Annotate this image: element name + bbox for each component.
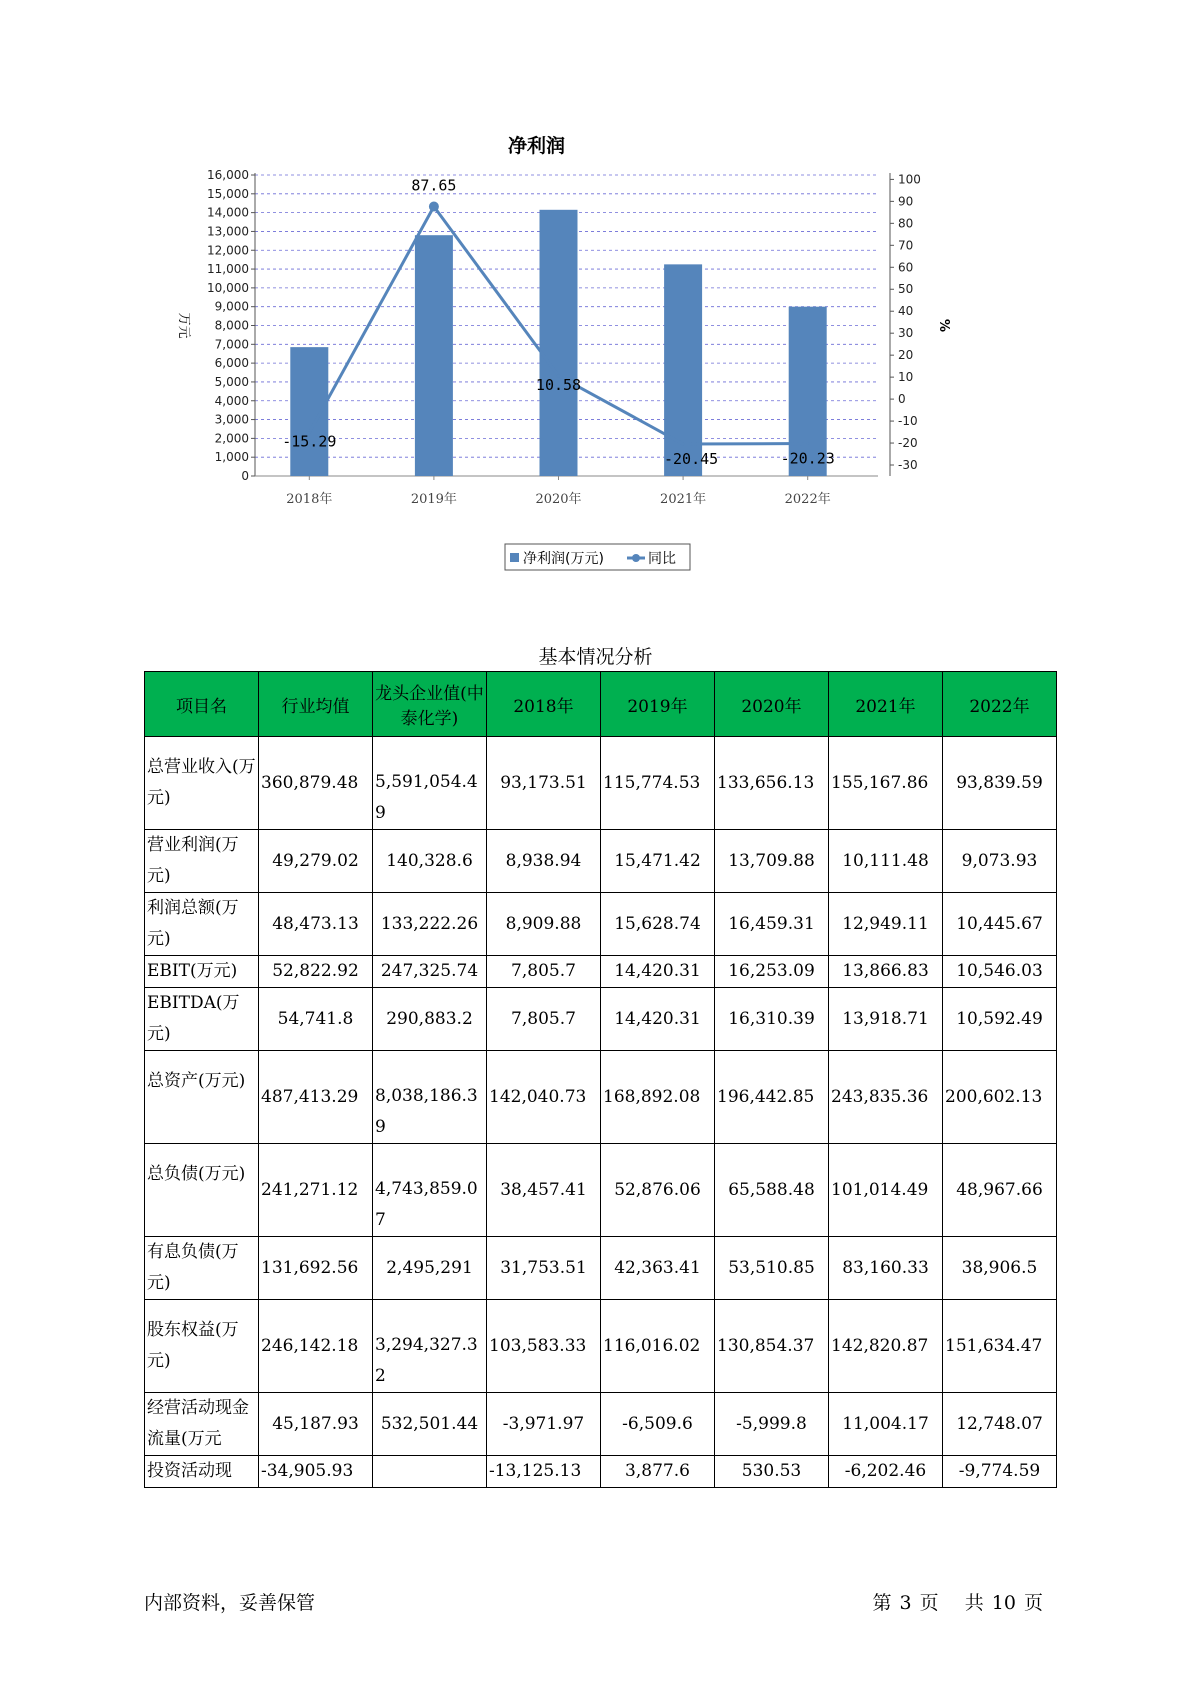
- row-label: 投资活动现: [145, 1456, 259, 1488]
- bar-3: [540, 210, 578, 476]
- table-row: [145, 830, 1057, 893]
- table-cell: 8,038,186.39: [373, 1051, 487, 1144]
- y2-tick-label: 80: [898, 216, 914, 231]
- table-cell: 45,187.93: [259, 1393, 373, 1456]
- bar-2: [415, 235, 453, 476]
- y2-tick-label: 70: [898, 238, 914, 253]
- table-cell: 133,656.13: [715, 737, 829, 830]
- y-tick-label: 4,000: [214, 393, 249, 408]
- table-cell: -9,774.59: [943, 1456, 1057, 1488]
- y-axis-label: 万元: [176, 312, 191, 339]
- y-tick-label: 3,000: [214, 412, 249, 427]
- table-cell: 131,692.56: [259, 1237, 373, 1300]
- table-row: [145, 956, 1057, 988]
- x-tick-label: 2019年: [410, 492, 457, 507]
- table-row: [145, 1237, 1057, 1300]
- table-row: [145, 988, 1057, 1051]
- y2-tick-label: 20: [898, 348, 914, 363]
- y-tick-label: 11,000: [207, 262, 249, 277]
- y-tick-label: 2,000: [214, 431, 249, 446]
- table-cell: 142,040.73: [487, 1051, 601, 1144]
- row-label: EBIT(万元): [145, 956, 259, 988]
- net-profit-chart: [170, 130, 1030, 590]
- header-2018: 2018年: [487, 672, 601, 737]
- header-2019: 2019年: [601, 672, 715, 737]
- y2-tick-label: 100: [898, 172, 921, 187]
- y2-tick-label: 40: [898, 304, 914, 319]
- table-cell: 151,634.47: [943, 1300, 1057, 1393]
- table-cell: 155,167.86: [829, 737, 943, 830]
- row-label: 有息负债(万元): [145, 1237, 259, 1300]
- y-tick-label: 5,000: [214, 374, 249, 389]
- table-cell: 14,420.31: [601, 956, 715, 988]
- table-cell: 246,142.18: [259, 1300, 373, 1393]
- table-cell: 13,918.71: [829, 988, 943, 1051]
- y2-tick-label: 90: [898, 194, 914, 209]
- table-cell: 10,111.48: [829, 830, 943, 893]
- table-cell: 247,325.74: [373, 956, 487, 988]
- table-cell: 196,442.85: [715, 1051, 829, 1144]
- table-cell: 4,743,859.07: [373, 1144, 487, 1237]
- table-cell: 49,279.02: [259, 830, 373, 893]
- yoy-data-label: -20.23: [780, 449, 835, 468]
- footer-page-indicator: [869, 1588, 1047, 1615]
- table-cell: 10,546.03: [943, 956, 1057, 988]
- table-cell: 93,839.59: [943, 737, 1057, 830]
- chart-svg: [170, 130, 1030, 590]
- table-cell: 13,866.83: [829, 956, 943, 988]
- x-tick-label: 2020年: [535, 492, 582, 507]
- y-tick-label: 0: [241, 469, 249, 483]
- x-tick-label: 2021年: [660, 492, 707, 507]
- y2-tick-label: 10: [898, 370, 914, 385]
- legend-line-label: 同比: [648, 551, 676, 567]
- y2-tick-label: 50: [898, 282, 914, 297]
- y-tick-label: 12,000: [207, 243, 249, 258]
- table-cell: 53,510.85: [715, 1237, 829, 1300]
- row-label: 总负债(万元): [145, 1144, 259, 1237]
- table-row: [145, 1300, 1057, 1393]
- table-cell: 38,457.41: [487, 1144, 601, 1237]
- table-cell: 130,854.37: [715, 1300, 829, 1393]
- table-cell: 31,753.51: [487, 1237, 601, 1300]
- table-cell: 16,310.39: [715, 988, 829, 1051]
- table-header-row: [145, 672, 1057, 737]
- row-label: 营业利润(万元): [145, 830, 259, 893]
- y-tick-label: 13,000: [207, 224, 249, 239]
- y-tick-label: 14,000: [207, 205, 249, 220]
- table-cell: 38,906.5: [943, 1237, 1057, 1300]
- x-tick-label: 2018年: [286, 492, 333, 507]
- table-cell: 54,741.8: [259, 988, 373, 1051]
- table-cell: 241,271.12: [259, 1144, 373, 1237]
- table-cell: 115,774.53: [601, 737, 715, 830]
- table-cell: 168,892.08: [601, 1051, 715, 1144]
- table-cell: 93,173.51: [487, 737, 601, 830]
- y2-tick-label: 30: [898, 326, 914, 341]
- header-2020: 2020年: [715, 672, 829, 737]
- y-tick-label: 6,000: [214, 356, 249, 371]
- table-cell: 7,805.7: [487, 956, 601, 988]
- table-cell: 42,363.41: [601, 1237, 715, 1300]
- x-tick-label: 2022年: [784, 492, 831, 507]
- table-cell: 243,835.36: [829, 1051, 943, 1144]
- y-tick-label: 8,000: [214, 318, 249, 333]
- chart-title: 净利润: [507, 135, 566, 157]
- page-suffix: 页: [919, 1592, 939, 1614]
- table-cell: 360,879.48: [259, 737, 373, 830]
- yoy-point: [429, 202, 439, 212]
- table-cell: 10,592.49: [943, 988, 1057, 1051]
- table-cell: 52,876.06: [601, 1144, 715, 1237]
- table-cell: 48,967.66: [943, 1144, 1057, 1237]
- table-cell: 7,805.7: [487, 988, 601, 1051]
- y2-tick-label: -30: [898, 458, 918, 473]
- table-cell: 290,883.2: [373, 988, 487, 1051]
- table-cell: 200,602.13: [943, 1051, 1057, 1144]
- table-row: [145, 893, 1057, 956]
- total-pages: 10: [991, 1592, 1016, 1614]
- y-tick-label: 9,000: [214, 299, 249, 314]
- table-cell: -5,999.8: [715, 1393, 829, 1456]
- legend-bar-label: 净利润(万元): [523, 551, 604, 567]
- y-tick-label: 15,000: [207, 186, 249, 201]
- y-tick-label: 7,000: [214, 337, 249, 352]
- table-cell: 15,471.42: [601, 830, 715, 893]
- y2-tick-label: -20: [898, 436, 918, 451]
- row-label: 股东权益(万元): [145, 1300, 259, 1393]
- header-item-name: 项目名: [145, 672, 259, 737]
- table-cell: 12,748.07: [943, 1393, 1057, 1456]
- table-cell: 10,445.67: [943, 893, 1057, 956]
- y-tick-label: 16,000: [207, 168, 249, 182]
- table-cell: 530.53: [715, 1456, 829, 1488]
- basic-analysis-table: [144, 671, 1057, 1488]
- table-caption: 基本情况分析: [538, 646, 653, 668]
- row-label: 总营业收入(万元): [145, 737, 259, 830]
- table-cell: 12,949.11: [829, 893, 943, 956]
- header-2021: 2021年: [829, 672, 943, 737]
- table-cell: 2,495,291: [373, 1237, 487, 1300]
- table-cell: 52,822.92: [259, 956, 373, 988]
- table-cell: 142,820.87: [829, 1300, 943, 1393]
- table-cell: 5,591,054.49: [373, 737, 487, 830]
- table-cell: -34,905.93: [259, 1456, 373, 1488]
- row-label: 总资产(万元): [145, 1051, 259, 1144]
- yoy-point: [682, 443, 685, 446]
- yoy-data-label: 10.58: [535, 375, 582, 394]
- legend-line-marker: [632, 554, 640, 562]
- table-cell: 8,938.94: [487, 830, 601, 893]
- table-row: [145, 1456, 1057, 1488]
- table-cell: 140,328.6: [373, 830, 487, 893]
- table-cell: 101,014.49: [829, 1144, 943, 1237]
- table-cell: -6,509.6: [601, 1393, 715, 1456]
- total-prefix: 共: [964, 1592, 984, 1614]
- page-prefix: 第: [872, 1592, 892, 1614]
- page-number: 3: [899, 1592, 912, 1614]
- table-cell: 83,160.33: [829, 1237, 943, 1300]
- table-cell: 487,413.29: [259, 1051, 373, 1144]
- table-row: [145, 1393, 1057, 1456]
- table-cell: 3,877.6: [601, 1456, 715, 1488]
- yoy-data-label: 87.65: [411, 176, 457, 195]
- row-label: 经营活动现金流量(万元: [145, 1393, 259, 1456]
- table-cell: 16,459.31: [715, 893, 829, 956]
- y-tick-label: 10,000: [207, 280, 249, 295]
- yoy-point: [806, 442, 809, 445]
- y2-tick-label: 0: [898, 392, 906, 407]
- table-cell: 16,253.09: [715, 956, 829, 988]
- table-cell: 65,588.48: [715, 1144, 829, 1237]
- total-suffix: 页: [1023, 1592, 1043, 1614]
- table-cell: 532,501.44: [373, 1393, 487, 1456]
- header-leader-value: 龙头企业值(中泰化学): [373, 672, 487, 737]
- table-row: [145, 1144, 1057, 1237]
- y2-tick-label: -10: [898, 414, 918, 429]
- y-tick-label: 1,000: [214, 450, 249, 465]
- table-cell: 11,004.17: [829, 1393, 943, 1456]
- header-industry-avg: 行业均值: [259, 672, 373, 737]
- header-2022: 2022年: [943, 672, 1057, 737]
- legend-bar-swatch: [510, 553, 519, 562]
- table-cell: 103,583.33: [487, 1300, 601, 1393]
- table-row: [145, 737, 1057, 830]
- row-label: EBITDA(万元): [145, 988, 259, 1051]
- row-label: 利润总额(万元): [145, 893, 259, 956]
- table-cell: 14,420.31: [601, 988, 715, 1051]
- table-cell: 116,016.02: [601, 1300, 715, 1393]
- table-cell: [373, 1456, 487, 1488]
- table-cell: -13,125.13: [487, 1456, 601, 1488]
- table-cell: 13,709.88: [715, 830, 829, 893]
- table-cell: 3,294,327.32: [373, 1300, 487, 1393]
- table-cell: 133,222.26: [373, 893, 487, 956]
- footer-confidential-note: 内部资料，妥善保管: [144, 1592, 316, 1614]
- yoy-data-label: -20.45: [664, 450, 719, 469]
- table-row: [145, 1051, 1057, 1144]
- table-cell: 9,073.93: [943, 830, 1057, 893]
- table-cell: 8,909.88: [487, 893, 601, 956]
- table-cell: -6,202.46: [829, 1456, 943, 1488]
- y2-axis-label: %: [936, 318, 951, 333]
- yoy-data-label: -15.29: [282, 432, 337, 451]
- table-cell: 48,473.13: [259, 893, 373, 956]
- table-cell: 15,628.74: [601, 893, 715, 956]
- y2-tick-label: 60: [898, 260, 914, 275]
- table-cell: -3,971.97: [487, 1393, 601, 1456]
